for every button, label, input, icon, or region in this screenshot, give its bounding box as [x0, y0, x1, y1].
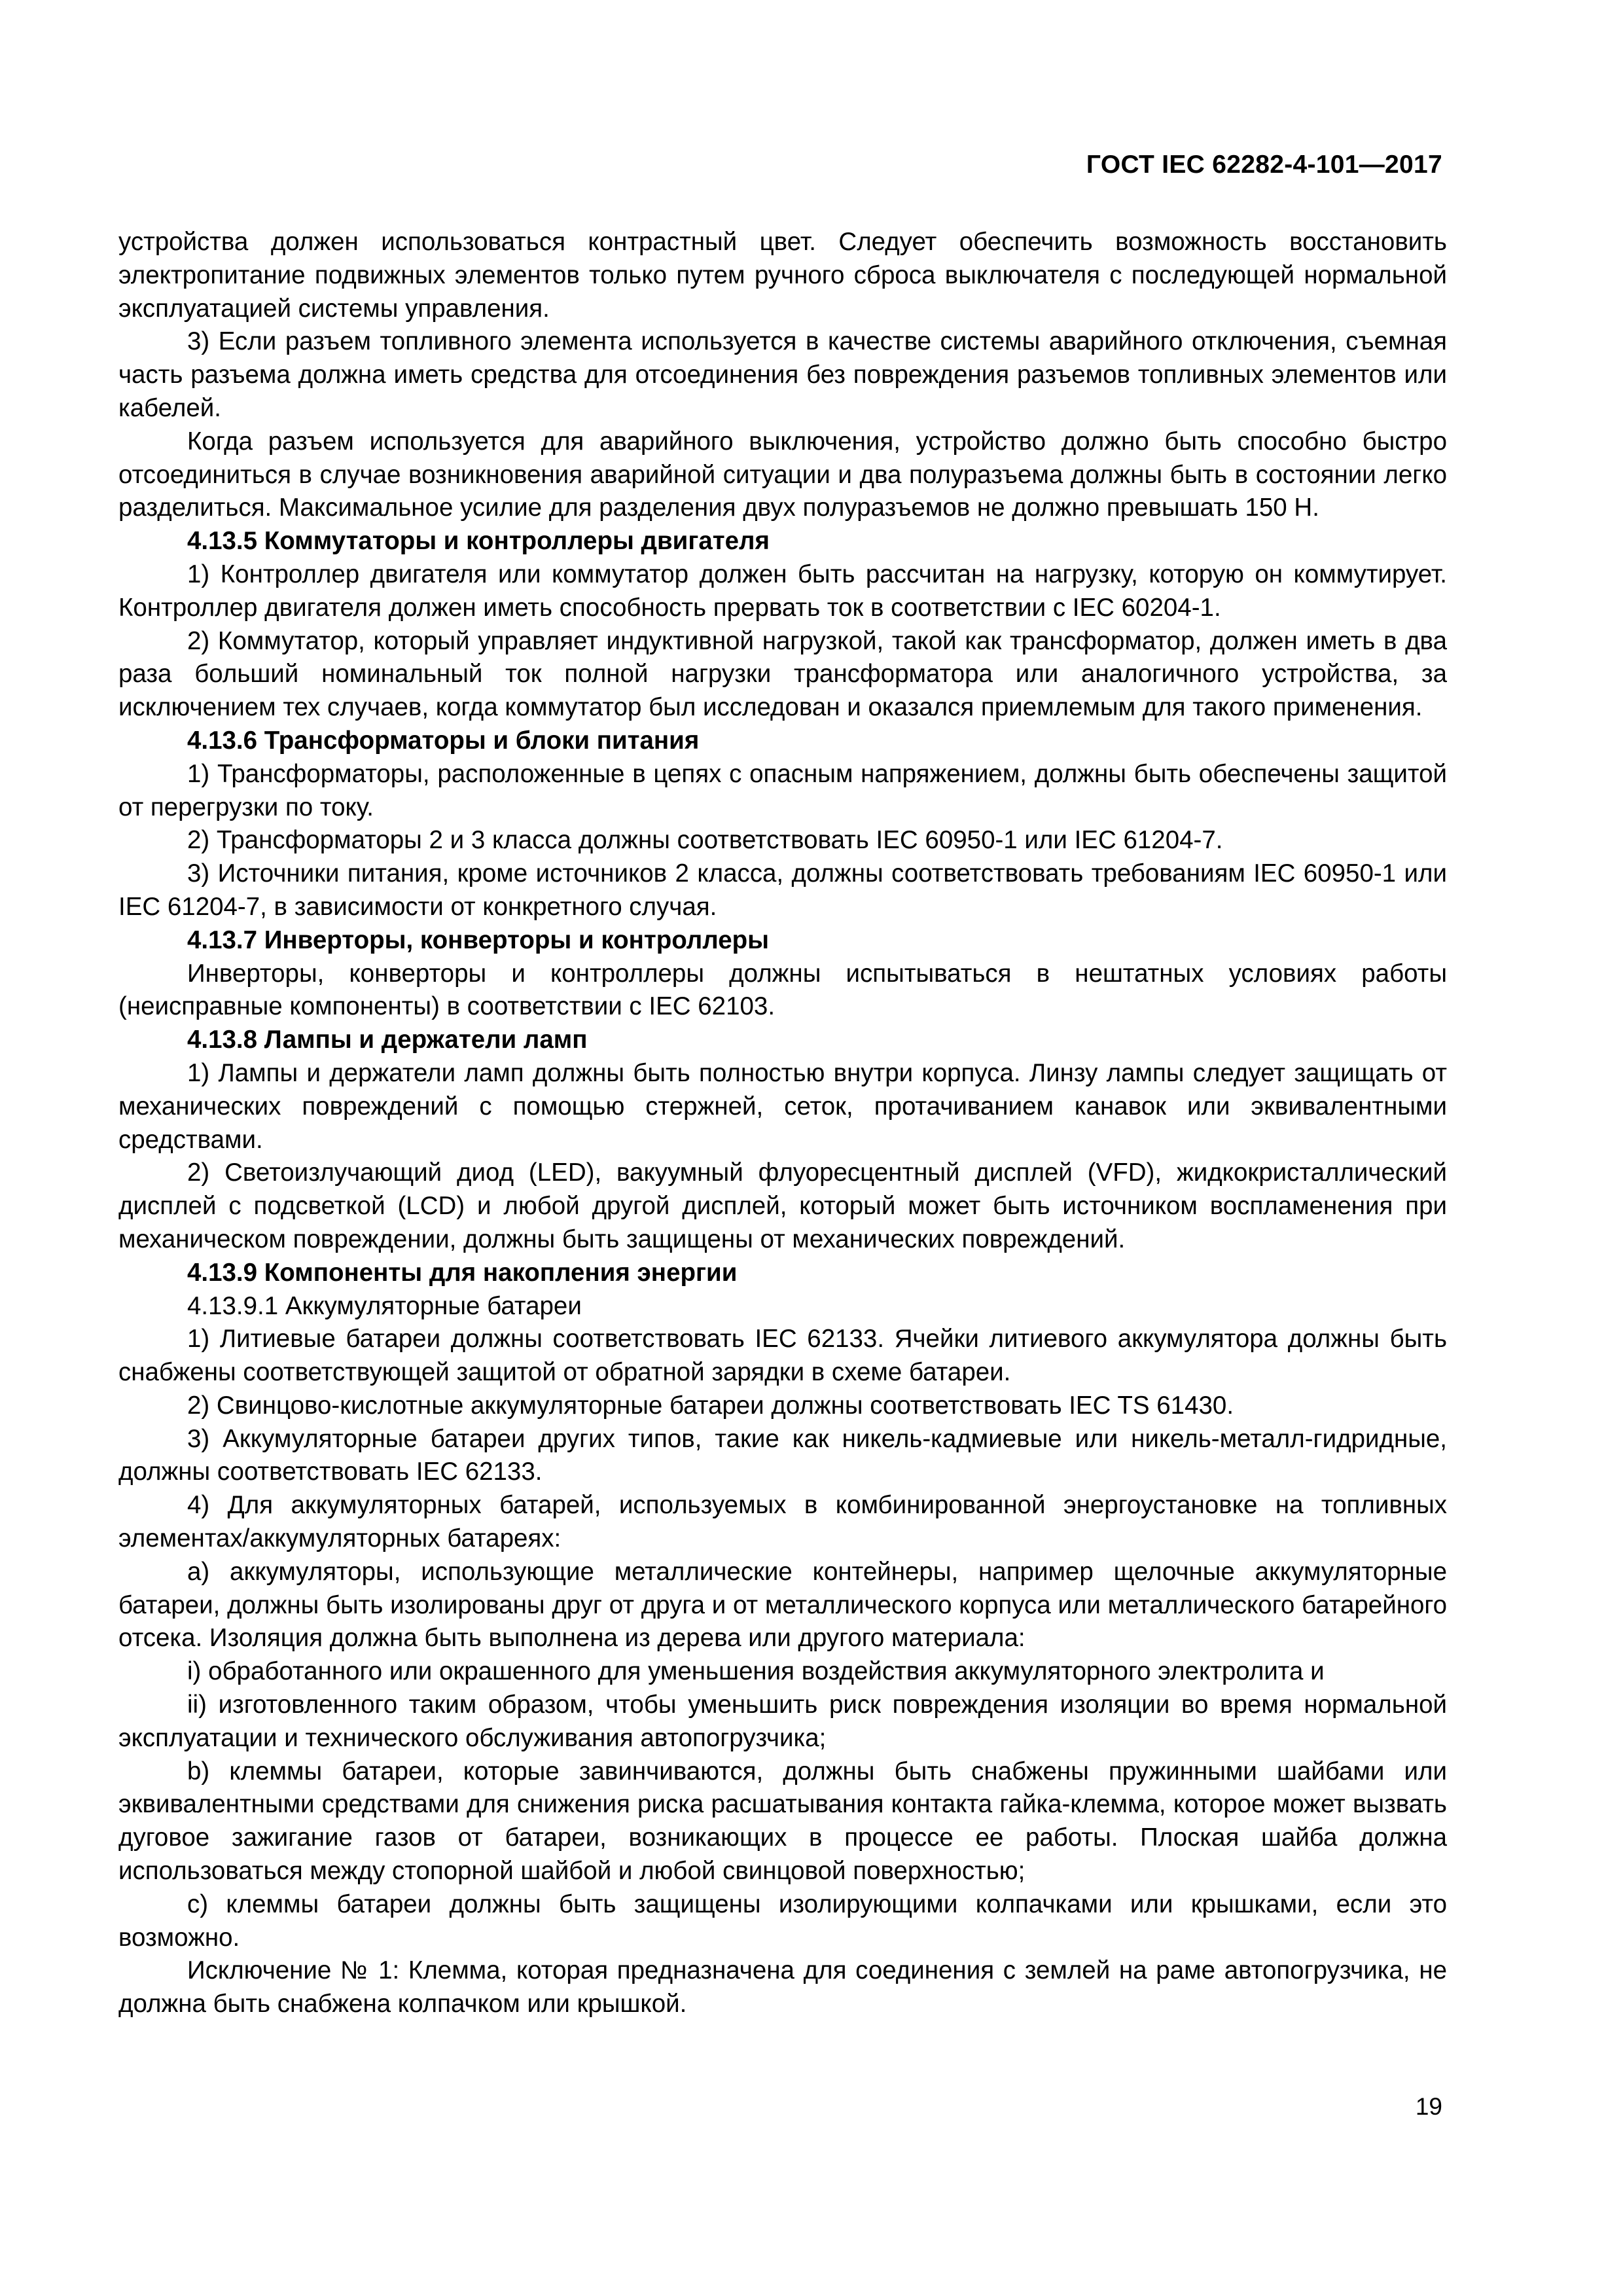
- paragraph: 4) Для аккумуляторных батарей, используемых в комбинированной энергоустановке на топливных элементах/аккумуляторных батареях:: [118, 1491, 1447, 1553]
- paragraph: 2) Светоизлучающий диод (LED), вакуумный флуоресцентный дисплей (VFD), жидкокристаллический дисплей с подсветкой (LCD) и любой другой дисплей, который может быть источником воспламенения при механическом повреждении, должны быть защищены от механических повреждений.: [118, 1158, 1447, 1253]
- paragraph: b) клеммы батареи, которые завинчиваются, должны быть снабжены пружинными шайбами или эквивалентными средствами для снижения риска расшатывания контакта гайка-клемма, которое может вызвать дуговое зажигание газов от батареи, возникающих в процессе ее работы. Плоская шайба должна использоваться между стопорной шайбой и любой свинцовой поверхностью;: [118, 1757, 1447, 1886]
- paragraph: 2) Свинцово-кислотные аккумуляторные батареи должны соответствовать IEC TS 61430.: [187, 1391, 1234, 1420]
- paragraph: устройства должен использоваться контрастный цвет. Следует обеспечить возможность восстановить электропитание подвижных элементов только путем ручного сброса выключателя с последующей нормальной эксплуатацией системы управления.: [118, 228, 1447, 323]
- paragraph: ii) изготовленного таким образом, чтобы уменьшить риск повреждения изоляции во время нормальной эксплуатации и технического обслуживания автопогрузчика;: [118, 1691, 1447, 1752]
- paragraph: 1) Контроллер двигателя или коммутатор должен быть рассчитан на нагрузку, которую он коммутирует. Контроллер двигателя должен иметь способность прервать ток в соответствии с IEC 60204-1.: [118, 560, 1447, 622]
- subsection-title: 4.13.9.1 Аккумуляторные батареи: [187, 1291, 582, 1320]
- paragraph: c) клеммы батареи должны быть защищены изолирующими колпачками или крышками, если это возможно.: [118, 1890, 1447, 1952]
- paragraph: 2) Коммутатор, который управляет индуктивной нагрузкой, такой как трансформатор, должен иметь в два раза больший номинальный ток полной нагрузки трансформатора или аналогичного устройства, за исключением тех случаев, когда коммутатор был исследован и оказался приемлемым для такого применения.: [118, 626, 1447, 722]
- body-text: [118, 226, 1447, 2021]
- paragraph: 3) Источники питания, кроме источников 2 класса, должны соответствовать требованиям IEC 60950-1 или IEC 61204-7, в зависимости от конкретного случая.: [118, 859, 1447, 921]
- standard-header: ГОСТ IEC 62282-4-101—2017: [1086, 151, 1442, 179]
- page-number: 19: [1415, 2093, 1442, 2120]
- paragraph: 1) Трансформаторы, расположенные в цепях с опасным напряжением, должны быть обеспечены защитой от перегрузки по току.: [118, 759, 1447, 821]
- paragraph: Инверторы, конверторы и контроллеры должны испытываться в нештатных условиях работы (неисправные компоненты) в соответствии с IEC 62103.: [118, 959, 1447, 1021]
- paragraph: i) обработанного или окрашенного для уменьшения воздействия аккумуляторного электролита и: [187, 1657, 1325, 1686]
- paragraph: 1) Литиевые батареи должны соответствовать IEC 62133. Ячейки литиевого аккумулятора должны быть снабжены соответствующей защитой от обратной зарядки в схеме батареи.: [118, 1325, 1447, 1387]
- section-heading: 4.13.6 Трансформаторы и блоки питания: [187, 726, 700, 755]
- section-heading: 4.13.7 Инверторы, конверторы и контроллеры: [187, 925, 770, 954]
- paragraph: a) аккумуляторы, использующие металлические контейнеры, например щелочные аккумуляторные батареи, должны быть изолированы друг от друга и от металлического корпуса или металлического батарейного отсека. Изоляция должна быть выполнена из дерева или другого материала:: [118, 1557, 1447, 1653]
- section-heading: 4.13.5 Коммутаторы и контроллеры двигателя: [187, 527, 770, 556]
- paragraph: 1) Лампы и держатели ламп должны быть полностью внутри корпуса. Линзу лампы следует защищать от механических повреждений с помощью стержней, сеток, протачиванием канавок или эквивалентными средствами.: [118, 1058, 1447, 1154]
- paragraph: Исключение № 1: Клемма, которая предназначена для соединения с землей на раме автопогрузчика, не должна быть снабжена колпачком или крышкой.: [118, 1956, 1447, 2018]
- paragraph: Когда разъем используется для аварийного выключения, устройство должно быть способно быстро отсоединиться в случае возникновения аварийной ситуации и два полуразъема должны быть в состоянии легко разделиться. Максимальное усилие для разделения двух полуразъемов не должно превышать 150 Н.: [118, 427, 1447, 522]
- section-heading: 4.13.8 Лампы и держатели ламп: [187, 1026, 588, 1054]
- paragraph: 2) Трансформаторы 2 и 3 класса должны соответствовать IEC 60950-1 или IEC 61204-7.: [187, 826, 1223, 855]
- paragraph: 3) Аккумуляторные батареи других типов, такие как никель-кадмиевые или никель-металл-гидридные, должны соответствовать IEC 62133.: [118, 1424, 1447, 1486]
- paragraph: 3) Если разъем топливного элемента используется в качестве системы аварийного отключения, съемная часть разъема должна иметь средства для отсоединения без повреждения разъемов топливных элементов или кабелей.: [118, 327, 1447, 422]
- section-heading: 4.13.9 Компоненты для накопления энергии: [187, 1258, 738, 1287]
